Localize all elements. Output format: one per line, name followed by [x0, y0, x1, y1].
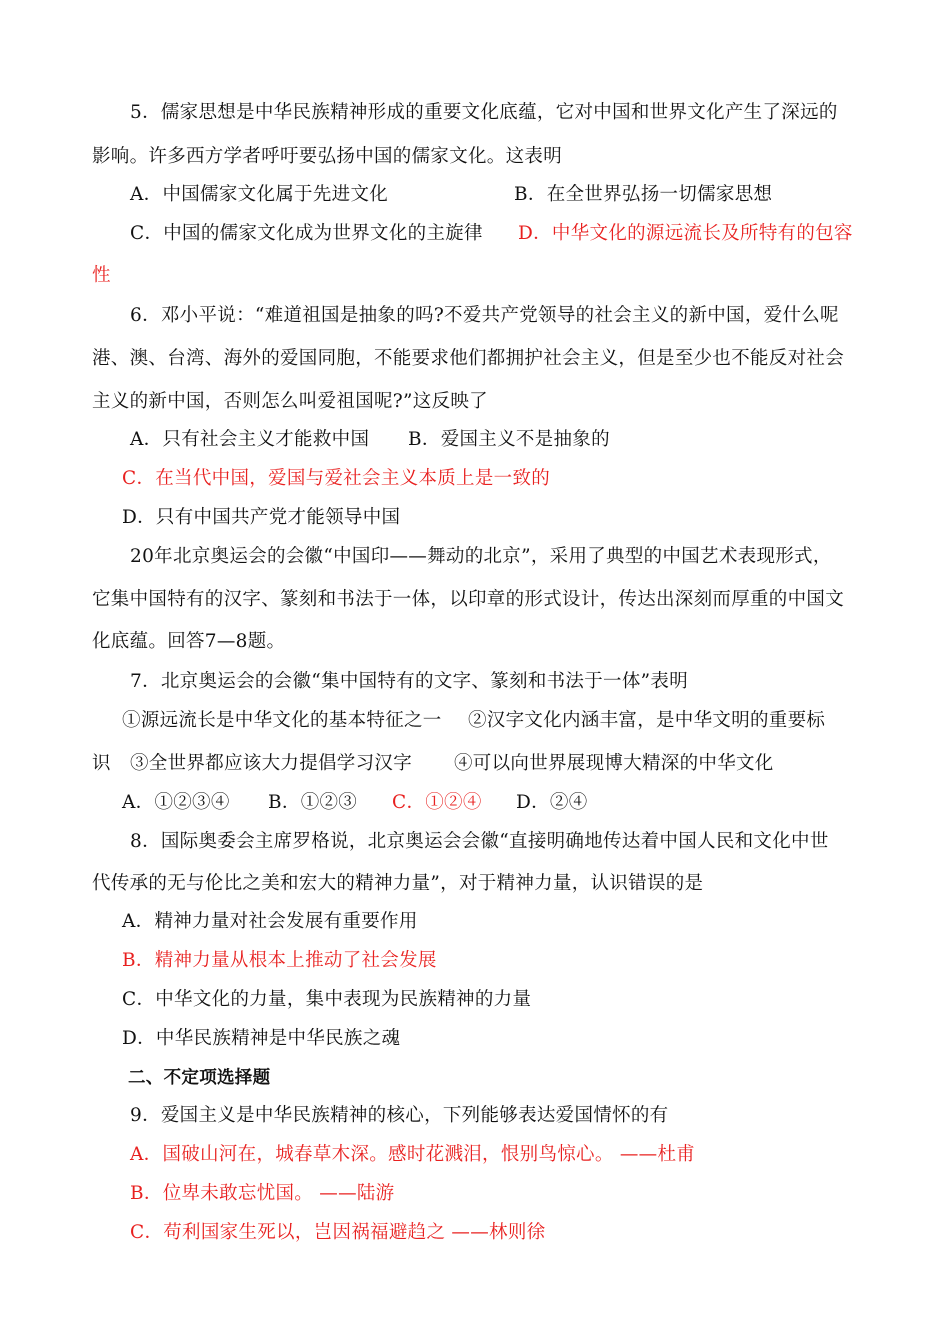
q8-option-c: C．中华文化的力量，集中表现为民族精神的力量 — [122, 989, 532, 1010]
q5-option-d-continued: 性 — [92, 265, 111, 286]
q6-option-c-answer: C．在当代中国，爱国与爱社会主义本质上是一致的 — [122, 468, 551, 489]
q5-stem-line2: 影响。许多西方学者呼吁要弘扬中国的儒家文化。这表明 — [92, 146, 563, 167]
q7-option-d: D．②④ — [516, 792, 588, 813]
material-line2: 它集中国特有的汉字、篆刻和书法于一体，以印章的形式设计，传达出深刻而厚重的中国文 — [92, 589, 845, 610]
q9-option-b-answer: B．位卑未敢忘忧国。 ——陆游 — [130, 1183, 395, 1204]
q9-option-c-answer: C．苟利国家生死以，岂因祸福避趋之 ——林则徐 — [130, 1222, 546, 1243]
q5-stem-line1: 5．儒家思想是中华民族精神形成的重要文化底蕴，它对中国和世界文化产生了深远的 — [130, 102, 838, 123]
q8-stem-line2: 代传承的无与伦比之美和宏大的精神力量”，对于精神力量，认识错误的是 — [92, 873, 704, 894]
q7-option-a: A．①②③④ — [122, 792, 230, 813]
q7-option-b: B．①②③ — [268, 792, 358, 813]
material-line3: 化底蕴。回答7—8题。 — [92, 631, 286, 652]
q6-stem-line1: 6．邓小平说：“难道祖国是抽象的吗?不爱共产党领导的社会主义的新中国，爱什么呢 — [130, 305, 839, 326]
q7-item-2: ②汉字文化内涵丰富，是中华文明的重要标 — [468, 710, 826, 731]
q9-stem: 9．爱国主义是中华民族精神的核心，下列能够表达爱国情怀的有 — [130, 1105, 669, 1126]
q5-option-b: B．在全世界弘扬一切儒家思想 — [514, 184, 773, 205]
q5-option-a: A．中国儒家文化属于先进文化 — [130, 184, 389, 205]
q8-option-b-answer: B．精神力量从根本上推动了社会发展 — [122, 950, 437, 971]
q8-option-a: A．精神力量对社会发展有重要作用 — [122, 911, 418, 932]
q7-option-c-answer: C．①②④ — [392, 792, 482, 813]
q5-option-d-answer: D．中华文化的源远流长及所特有的包容 — [518, 223, 853, 244]
q7-item-3: ③全世界都应该大力提倡学习汉字 — [130, 753, 413, 774]
q6-option-a: A．只有社会主义才能救中国 — [130, 429, 370, 450]
q5-option-c: C．中国的儒家文化成为世界文化的主旋律 — [130, 223, 483, 244]
q6-option-b: B．爱国主义不是抽象的 — [408, 429, 610, 450]
q7-item-4: ④可以向世界展现博大精深的中华文化 — [454, 753, 774, 774]
q8-stem-line1: 8．国际奥委会主席罗格说，北京奥运会会徽“直接明确地传达着中国人民和文化中世 — [130, 831, 829, 852]
q8-option-d: D．中华民族精神是中华民族之魂 — [122, 1028, 401, 1049]
q9-option-a-answer: A．国破山河在，城春草木深。感时花溅泪，恨别鸟惊心。 ——杜甫 — [130, 1144, 696, 1165]
q6-option-d: D．只有中国共产党才能领导中国 — [122, 507, 401, 528]
material-line1: 20年北京奥运会的会徽“中国印——舞动的北京”，采用了典型的中国艺术表现形式， — [130, 546, 832, 567]
q7-item-2-continued: 识 — [92, 753, 111, 774]
q6-stem-line2: 港、澳、台湾、海外的爱国同胞，不能要求他们都拥护社会主义，但是至少也不能反对社会 — [92, 348, 845, 369]
q7-item-1: ①源远流长是中华文化的基本特征之一 — [122, 710, 442, 731]
section-heading: 二、不定项选择题 — [128, 1068, 271, 1088]
q6-stem-line3: 主义的新中国，否则怎么叫爱祖国呢?”这反映了 — [92, 391, 488, 412]
q7-stem: 7．北京奥运会的会徽“集中国特有的文字、篆刻和书法于一体”表明 — [130, 671, 688, 692]
